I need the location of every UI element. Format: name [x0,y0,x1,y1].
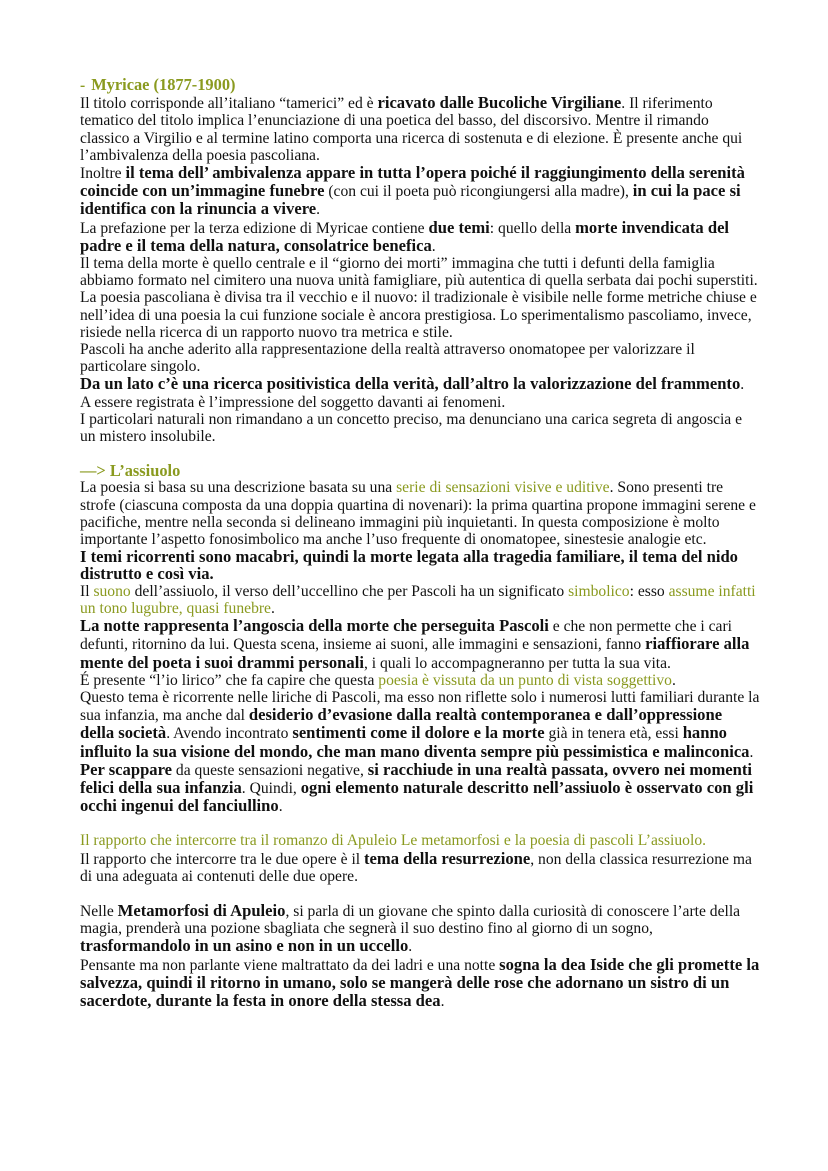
text-run: Il titolo corrisponde all’italiano “tamerici” ed è [80,95,378,113]
bold-text: sentimenti come il dolore e la morte [292,723,545,743]
text-run: Questo tema è ricorrente nelle liriche di Pascoli, ma esso non riflette solo i numerosi lutti familiari durante la sua infanzia, ma anche dal [80,688,760,725]
paragraph [80,583,760,617]
text-run: Pensante ma non parlante viene maltrattato da dei ladri e una notte [80,956,500,974]
text-run: e che non permette che i cari defunti, ritornino da lui. Questa scena, insieme ai suoni, alle immagini e sensazioni, fanno [80,618,733,654]
bold-text: sogna la dea Iside che gli promette la salvezza, quindi il ritorno in umano, solo se mangerà delle rose che adornano un sistro di un sacerdote, durante la festa in onore della stessa dea [80,954,760,1010]
text-run: , non della classica resurrezione ma di una adeguata ai contenuti delle due opere. [80,850,752,885]
paragraph: Il tema della morte è quello centrale e il “giorno dei morti” immagina che tutti i defunti della famiglia abbiamo formato nel cimitero una nuova unità famigliare, più autentica di quella serbata dai pochi superstiti. [80,255,758,290]
text-run: . [278,798,283,816]
text-run: : esso [629,582,669,600]
paragraph [80,689,760,761]
section-title-rapporto: Il rapporto che intercorre tra il romanzo di Apuleio Le metamorfosi e la poesia di pascoli L’assiuolo. [80,832,707,850]
text-run: La poesia si basa su una descrizione basata su una [80,479,397,497]
bold-text: La notte rappresenta l’angoscia della morte che perseguita Pascoli [80,616,549,636]
spacer [80,815,760,832]
bold-text: Da un lato c’è una ricerca positivistica della verità, dall’altro la valorizzazione del frammento [80,374,741,394]
paragraph: A essere registrata è l’impressione del soggetto davanti ai fenomeni. [80,393,506,411]
text-run: . [316,201,321,219]
section-title: Myricae (1877-1900) [91,75,236,94]
text-run: . [408,938,413,956]
bold-text: desiderio d’evasione dalla realtà contemporanea e dall’oppressione della società [80,705,723,743]
paragraph [80,479,760,548]
text-run: . [431,237,436,255]
text-run: . Il riferimento tematico del titolo implica l’enunciazione di una poetica del basso, del discorsivo. Mentre il rimando classico a Virgilio e al termine latino comporta una ricerca di sostenuta e di elezione. È presente anche qui l’ambivalenza della poesia pascoliana. [80,95,743,164]
bold-text: tema della resurrezione [364,848,531,868]
text-run: , si parla di un giovane che spinto dalla curiosità di conoscere l’arte della magia, prenderà una pozione sbagliata che segnerà il suo destino fino al giorno di un sogno, [80,902,741,938]
paragraph [80,617,760,672]
text-run: da queste sensazioni negative, [172,761,368,779]
paragraph [80,850,760,885]
bold-text: Per scappare [80,759,173,779]
text-run: già in tenera età, essi [544,725,683,743]
text-run: (con cui il poeta può ricongiungersi alla madre), [324,183,633,201]
text-run: . [270,599,275,617]
paragraph [80,164,760,219]
bold-text: riaffiorare alla mente del poeta i suoi drammi personali [80,634,750,672]
paragraph [80,761,760,816]
text-run: Il rapporto che intercorre tra le due opere è il [80,850,365,868]
bold-text: Metamorfosi di Apuleio [117,900,286,920]
paragraph [80,956,760,1011]
text-run: . [740,376,745,394]
highlight-text: serie di sensazioni visive e uditive [396,479,610,497]
paragraph: I temi ricorrenti sono macabri, quindi la morte legata alla tragedia familiare, il tema del nido distrutto e così via. [80,547,738,584]
dash-bullet: - [80,77,86,94]
spacer [80,885,760,902]
text-run: . [671,671,676,689]
bold-text: ogni elemento naturale descritto nell’assiuolo è osservato con gli occhi ingenui del fanciullino [80,777,754,816]
highlight-text: poesia è vissuta da un punto di vista soggettivo [378,671,672,689]
bold-text: ricavato dalle Bucoliche Virgiliane [377,93,622,113]
highlight-text: suono [93,582,131,600]
text-run: Il [80,582,94,600]
text-run: . [440,992,445,1010]
section-heading-myricae [80,76,760,94]
section-title-assiuolo: —> L’assiuolo [80,461,181,481]
paragraph [80,902,760,956]
text-run: : quello della [489,219,576,237]
bold-text: in cui la pace si identifica con la rinuncia a vivere [80,181,741,219]
document-page [80,76,760,1010]
paragraph: La poesia pascoliana è divisa tra il vecchio e il nuovo: il tradizionale è visibile nelle forme metriche chiuse e nell’idea di una poesia la cui funzione sociale è ancora prestigiosa. Lo sperimentalismo pascoliamo, invece, risiede nella ricerca di un rapporto nuovo tra metrica e stile. [80,289,757,341]
text-run: É presente “l’io lirico” che fa capire che questa [80,671,379,689]
text-run: dell’assiuolo, il verso dell’uccellino che per Pascoli ha un significato [130,582,569,600]
text-run: Inoltre [80,165,126,183]
text-run: , i quali lo accompagneranno per tutta la sua vita. [363,654,671,672]
paragraph: Pascoli ha anche aderito alla rappresentazione della realtà attraverso onomatopee per valorizzare il particolare singolo. [80,341,695,376]
paragraph [80,94,760,164]
bold-text: hanno influito la sua visione del mondo, che man mano diventa sempre più pessimistica e malinconica [80,723,750,761]
text-run: . Quindi, [241,779,301,797]
paragraph: I particolari naturali non rimandano a un concetto preciso, ma denunciano una carica segreta di angoscia e un mistero insolubile. [80,410,743,446]
text-run: . Sono presenti tre strofe (ciascuna composta da una doppia quartina di novenari): la prima quartina propone immagini serene e pacifiche, mentre nella seconda si delineano immagini più inquietanti. In questa composizione è molto importante l’aspetto fonosimbolico ma anche l’uso frequente di onomatopee, sinestesie analogie etc. [80,479,756,549]
text-run: . Avendo incontrato [166,725,293,743]
bold-text: si racchiude in una realtà passata, ovvero nei momenti felici della sua infanzia [80,759,753,797]
spacer [80,445,760,462]
highlight-text: assume infatti un tono lugubre, quasi funebre [80,582,756,617]
highlight-text: simbolico [568,582,630,600]
paragraph [80,672,760,689]
text-run: . [749,743,754,761]
bold-text: il tema dell’ ambivalenza appare in tutta l’opera poiché il raggiungimento della serenità coincide con un’immagine funebre [80,163,745,201]
bold-text: trasformandolo in un asino e non in un uccello [80,936,409,956]
bold-text: morte invendicata del padre e il tema della natura, consolatrice benefica [80,217,730,255]
text-run: Nelle [80,902,118,920]
text-run: La prefazione per la terza edizione di Myricae contiene [80,219,429,237]
bold-text: due temi [428,217,490,237]
paragraph [80,375,760,393]
paragraph [80,219,760,255]
